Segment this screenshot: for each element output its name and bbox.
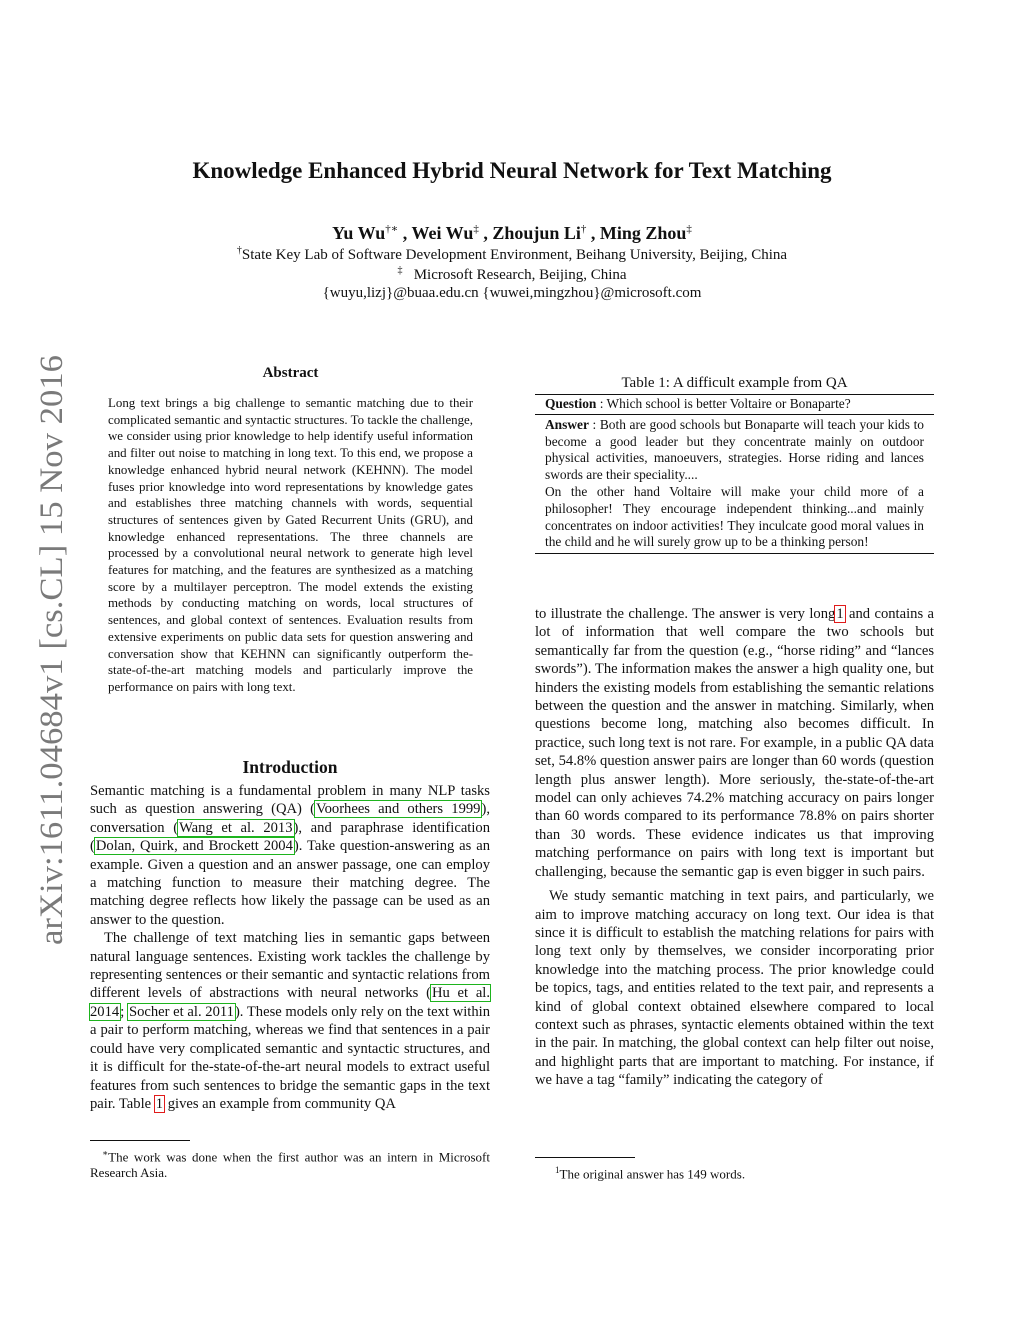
answer-label: Answer — [545, 416, 589, 432]
footnote-left — [90, 1145, 490, 1181]
introduction-heading: Introduction — [242, 757, 338, 777]
footnote-rule-right — [535, 1157, 635, 1158]
table-row-answer — [535, 415, 934, 484]
affiliation-mark: † — [236, 245, 242, 256]
author-mark: ‡ — [686, 223, 692, 235]
author-name: Zhoujun Li — [492, 223, 581, 243]
affiliation-text: State Key Lab of Software Development Environment, Beihang University, Beijing, China — [241, 247, 788, 263]
right-paragraph-2: We study semantic matching in text pairs, and particularly, we aim to improve matching accuracy on long text. Our idea is that since it is difficult to establish the matching relations for pairs with long text only by themselves, we consider incorporating prior knowledge into the matching process. The prior knowledge could be topics, tags, and entities related to the text pair, and represents a kind of global context obtained elsewhere compared to local context such as phrases, syntactic elements obtained within the text in the pair. In matching, the global context can help filter out noise, and highlight parts that are important to matching. For instance, if we have a tag “family” indicating the category of — [535, 888, 934, 1089]
abstract-heading: Abstract — [262, 365, 319, 381]
author-name: Wei Wu — [411, 223, 474, 243]
affiliation-text: Microsoft Research, Beijing, China — [413, 267, 627, 283]
right-paragraph-1: to illustrate the challenge. The answer is very long1 and contains a lot of information that well compare the two schools but semantically far from the question (e.g., “horse riding” and “lances swords”). The information makes the answer a high quality one, but hinders the existing models from establishing the semantic relations between the question and the answer in matching. Similarly, when questions become long, matching also becomes difficult. In practice, such long text is not rare. For example, in a public QA data set, 54.8% question answer pairs are longer than 60 words (question length plus answer length). More seriously, the-state-of-the-art model can only achieves 74.2% matching accuracy on pairs longer than 60 words compared to its performance 78.8% on pairs shorter than 30 words. These evidence indicates us that improving matching performance on pairs with long text is important but challenging, because the semantic gap is even bigger in such pairs. — [535, 606, 934, 880]
citation-link[interactable]: Hu et al. 2014 — [90, 985, 490, 1020]
answer-text: : Both are good schools but Bonaparte will teach your kids to become a good leader but they concentrate mainly on outdoor physical activities, manoeuvers, strategies. Horse riding and lances swords are their speciality.... — [545, 416, 924, 483]
footnote-reference-link[interactable]: 1 — [836, 606, 844, 622]
arxiv-id-text: arXiv:1611.04684v1 [cs.CL] 15 Nov 2016 — [34, 383, 70, 945]
author-list — [0, 222, 1024, 244]
intro-right-column — [535, 605, 934, 1090]
affiliation-mark: ‡ — [397, 265, 403, 276]
affiliation-2 — [0, 265, 1024, 284]
table-reference-link[interactable]: 1 — [155, 1095, 164, 1112]
footnote-rule-left — [90, 1140, 190, 1141]
footnote-right — [535, 1162, 934, 1182]
citation-link[interactable]: Socher et al. 2011 — [128, 1003, 234, 1020]
paper-title: Knowledge Enhanced Hybrid Neural Network for Text Matching — [192, 158, 832, 183]
table-bottom-rule — [535, 553, 934, 554]
intro-paragraph-2: The challenge of text matching lies in semantic gaps between natural language sentences. Existing work tackles the challenge by representing sentences or their semantic and syntactic relations from different levels of abstractions with neural networks (Hu et al. 2014; Socher et al. 2011). These models only rely on the text within a pair to perform matching, whereas we find that sentences in a pair could have very complicated semantic and syntactic structures, and it is difficult for the-state-of-the-art neural models to extract useful features from such sentences to bridge the semantic gaps in the text pair. Table 1 gives an example from community QA — [90, 930, 491, 1112]
author-separator: , — [398, 223, 412, 243]
citation-link[interactable]: Dolan, Quirk, and Brockett 2004 — [95, 838, 293, 855]
author-mark: †∗ — [385, 223, 399, 235]
author-separator: , — [586, 223, 600, 243]
arxiv-stamp — [18, 345, 68, 945]
footnote-text: The work was done when the first author was an intern in Microsoft Research Asia. — [90, 1149, 490, 1181]
question-label: Question — [545, 396, 597, 411]
table-row-answer-cont: On the other hand Voltaire will make your child more of a philosopher! They encourage independent thinking...and mainly concentrates on indoor activities! They inculcate good moral values in the child and he will surely grow up to be a thinking person! — [545, 483, 924, 550]
author-mark: † — [580, 223, 587, 235]
table-1 — [535, 375, 934, 554]
citation-link[interactable]: Voorhees and others 1999 — [315, 801, 481, 818]
intro-left-column — [90, 782, 490, 1113]
author-emails: {wuyu,lizj}@buaa.edu.cn {wuwei,mingzhou}@microsoft.com — [322, 285, 702, 301]
footnote-text: The original answer has 149 words. — [559, 1166, 746, 1182]
footnote-mark: 1 — [555, 1165, 560, 1175]
intro-paragraph-1: Semantic matching is a fundamental problem in many NLP tasks such as question answering (QA) (Voorhees and others 1999), conversation (Wang et al. 2013), and paraphrase identification (Dolan, Quirk, and Brockett 2004). Take question-answering as an example. Given a question and an answer passage, one can employ a matching function to measure their matching degree. The matching degree reflects how likely the passage can be used as an answer to the question. — [90, 783, 491, 928]
arxiv-stamp-svg — [18, 345, 68, 945]
author-mark: ‡ — [473, 223, 479, 235]
author-name: Ming Zhou — [599, 223, 687, 243]
question-text: : Which school is better Voltaire or Bonaparte? — [596, 396, 851, 411]
abstract-body: Long text brings a big challenge to semantic matching due to their complicated semantic and syntactic structures. To tackle the challenge, we consider using prior knowledge to help identify useful information and filter out noise to matching in long text. To this end, we propose a knowledge enhanced hybrid neural network (KEHNN). The model fuses prior knowledge into word representations by knowledge gates and establishes three matching channels with words, sequential structures of sentences given by Gated Recurrent Units (GRU), and knowledge enhanced representations. The three channels are processed by a convolutional neural network to generate high level features for matching, and the features are synthesized as a matching score by a multilayer perceptron. The model extends the existing methods by conducting matching on words, local structures of sentences, and global context of sentences. Evaluation results from extensive experiments on public data sets for question answering and conversation show that KEHNN can significantly outperform the-state-of-the-art matching models and particularly improve the performance on pairs with long text. — [108, 396, 473, 694]
author-separator: , — [478, 223, 493, 243]
author-name: Yu Wu — [332, 223, 386, 243]
table-row-question — [535, 395, 934, 414]
citation-link[interactable]: Wang et al. 2013 — [179, 819, 293, 836]
footnote-mark: ∗ — [102, 1148, 109, 1158]
table-caption: Table 1: A difficult example from QA — [621, 375, 848, 391]
affiliation-1 — [0, 245, 1024, 264]
